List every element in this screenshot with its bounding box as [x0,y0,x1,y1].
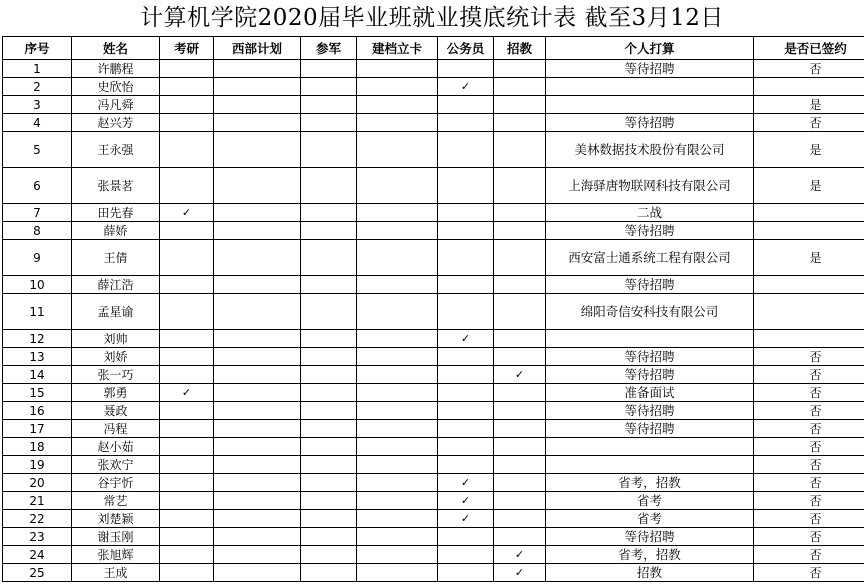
header-cell-plan[interactable]: 个人打算 [546,37,754,60]
header-cell-signed[interactable]: 是否已签约 [754,37,864,60]
cell-jiandang[interactable] [357,240,438,276]
cell-no[interactable]: 19 [3,456,72,474]
cell-xibu[interactable] [214,420,301,438]
cell-jiandang[interactable] [357,330,438,348]
cell-signed[interactable]: 否 [754,366,864,384]
cell-gwy[interactable] [438,546,494,564]
cell-jiandang[interactable] [357,78,438,96]
cell-plan[interactable]: 美林数据技术股份有限公司 [546,132,754,168]
cell-signed[interactable] [754,276,864,294]
table-row [3,402,864,420]
cell-plan[interactable]: 等待招聘 [546,402,754,420]
cell-name[interactable]: 许鹏程 [72,60,160,78]
cell-canjun[interactable] [301,330,357,348]
cell-jiandang[interactable] [357,546,438,564]
cell-canjun[interactable] [301,276,357,294]
cell-jiandang[interactable] [357,528,438,546]
cell-jiandang[interactable] [357,294,438,330]
cell-gwy[interactable] [438,366,494,384]
cell-kaoyan[interactable] [160,456,214,474]
table-row [3,546,864,564]
cell-plan[interactable]: 西安富士通系统工程有限公司 [546,240,754,276]
cell-zhaojiao[interactable]: ✓ [494,564,546,582]
cell-name[interactable]: 谷宇忻 [72,474,160,492]
cell-kaoyan[interactable] [160,60,214,78]
cell-xibu[interactable] [214,564,301,582]
cell-xibu[interactable] [214,240,301,276]
cell-gwy[interactable] [438,60,494,78]
cell-xibu[interactable] [214,294,301,330]
cell-kaoyan[interactable] [160,168,214,204]
cell-kaoyan[interactable] [160,402,214,420]
cell-kaoyan[interactable] [160,564,214,582]
cell-kaoyan[interactable] [160,348,214,366]
cell-plan[interactable]: 绵阳奇信安科技有限公司 [546,294,754,330]
cell-plan[interactable] [546,438,754,456]
cell-gwy[interactable] [438,240,494,276]
cell-no[interactable]: 24 [3,546,72,564]
cell-plan[interactable]: 等待招聘 [546,348,754,366]
cell-kaoyan[interactable]: ✓ [160,384,214,402]
cell-kaoyan[interactable] [160,240,214,276]
cell-kaoyan[interactable] [160,420,214,438]
table-row [3,528,864,546]
cell-no[interactable]: 8 [3,222,72,240]
cell-gwy[interactable] [438,276,494,294]
cell-canjun[interactable] [301,510,357,528]
cell-signed[interactable]: 否 [754,492,864,510]
cell-no[interactable]: 25 [3,564,72,582]
header-row [3,37,864,60]
cell-zhaojiao[interactable] [494,114,546,132]
cell-plan[interactable]: 等待招聘 [546,114,754,132]
cell-no[interactable]: 11 [3,294,72,330]
cell-name[interactable]: 赵兴芳 [72,114,160,132]
table-row [3,222,864,240]
cell-zhaojiao[interactable] [494,168,546,204]
cell-xibu[interactable] [214,510,301,528]
cell-plan[interactable]: 准备面试 [546,384,754,402]
cell-no[interactable]: 22 [3,510,72,528]
cell-gwy[interactable] [438,204,494,222]
cell-plan[interactable] [546,456,754,474]
cell-kaoyan[interactable] [160,366,214,384]
cell-plan[interactable]: 等待招聘 [546,420,754,438]
cell-no[interactable]: 5 [3,132,72,168]
cell-plan[interactable]: 等待招聘 [546,222,754,240]
cell-no[interactable]: 1 [3,60,72,78]
cell-zhaojiao[interactable] [494,510,546,528]
header-cell-gwy[interactable]: 公务员 [438,37,494,60]
cell-zhaojiao[interactable] [494,474,546,492]
cell-name[interactable]: 史欣怡 [72,78,160,96]
cell-signed[interactable]: 否 [754,402,864,420]
table-row [3,384,864,402]
cell-name[interactable]: 刘帅 [72,330,160,348]
cell-no[interactable]: 21 [3,492,72,510]
cell-plan[interactable]: 等待招聘 [546,276,754,294]
cell-signed[interactable]: 否 [754,114,864,132]
cell-canjun[interactable] [301,168,357,204]
cell-zhaojiao[interactable] [494,528,546,546]
table-row [3,96,864,114]
cell-kaoyan[interactable] [160,438,214,456]
cell-zhaojiao[interactable] [494,348,546,366]
cell-name[interactable]: 赵小茹 [72,438,160,456]
cell-plan[interactable]: 等待招聘 [546,528,754,546]
cell-canjun[interactable] [301,78,357,96]
cell-zhaojiao[interactable] [494,222,546,240]
cell-no[interactable]: 23 [3,528,72,546]
cell-no[interactable]: 13 [3,348,72,366]
cell-zhaojiao[interactable] [494,402,546,420]
cell-xibu[interactable] [214,366,301,384]
cell-xibu[interactable] [214,96,301,114]
cell-no[interactable]: 2 [3,78,72,96]
cell-no[interactable]: 15 [3,384,72,402]
cell-plan[interactable]: 省考，招教 [546,474,754,492]
cell-no[interactable]: 18 [3,438,72,456]
cell-jiandang[interactable] [357,510,438,528]
cell-gwy[interactable]: ✓ [438,492,494,510]
cell-xibu[interactable] [214,276,301,294]
cell-xibu[interactable] [214,474,301,492]
table-row [3,438,864,456]
cell-kaoyan[interactable] [160,96,214,114]
cell-name[interactable]: 常艺 [72,492,160,510]
cell-gwy[interactable] [438,564,494,582]
cell-plan[interactable]: 上海驿唐物联网科技有限公司 [546,168,754,204]
employment-table [2,36,864,582]
cell-jiandang[interactable] [357,438,438,456]
cell-gwy[interactable] [438,384,494,402]
cell-name[interactable]: 张旭辉 [72,546,160,564]
cell-plan[interactable] [546,78,754,96]
cell-name[interactable]: 聂政 [72,402,160,420]
cell-zhaojiao[interactable]: ✓ [494,366,546,384]
cell-gwy[interactable] [438,294,494,330]
cell-kaoyan[interactable] [160,330,214,348]
cell-canjun[interactable] [301,474,357,492]
cell-signed[interactable]: 否 [754,456,864,474]
cell-plan[interactable] [546,96,754,114]
cell-plan[interactable]: 等待招聘 [546,366,754,384]
cell-jiandang[interactable] [357,348,438,366]
cell-jiandang[interactable] [357,366,438,384]
cell-signed[interactable]: 否 [754,420,864,438]
cell-no[interactable]: 9 [3,240,72,276]
cell-jiandang[interactable] [357,456,438,474]
cell-canjun[interactable] [301,348,357,366]
cell-gwy[interactable] [438,168,494,204]
cell-kaoyan[interactable]: ✓ [160,204,214,222]
cell-no[interactable]: 10 [3,276,72,294]
cell-kaoyan[interactable] [160,474,214,492]
cell-xibu[interactable] [214,78,301,96]
cell-jiandang[interactable] [357,60,438,78]
cell-xibu[interactable] [214,528,301,546]
cell-zhaojiao[interactable] [494,492,546,510]
cell-xibu[interactable] [214,492,301,510]
cell-canjun[interactable] [301,114,357,132]
header-cell-jiandang[interactable]: 建档立卡 [357,37,438,60]
cell-canjun[interactable] [301,546,357,564]
cell-canjun[interactable] [301,294,357,330]
cell-kaoyan[interactable] [160,546,214,564]
cell-jiandang[interactable] [357,474,438,492]
cell-canjun[interactable] [301,384,357,402]
cell-gwy[interactable] [438,222,494,240]
cell-canjun[interactable] [301,96,357,114]
cell-no[interactable]: 16 [3,402,72,420]
cell-gwy[interactable] [438,348,494,366]
cell-gwy[interactable]: ✓ [438,510,494,528]
cell-no[interactable]: 12 [3,330,72,348]
cell-jiandang[interactable] [357,402,438,420]
cell-jiandang[interactable] [357,168,438,204]
cell-jiandang[interactable] [357,114,438,132]
cell-signed[interactable]: 是 [754,96,864,114]
cell-canjun[interactable] [301,492,357,510]
cell-canjun[interactable] [301,402,357,420]
cell-gwy[interactable] [438,96,494,114]
cell-kaoyan[interactable] [160,78,214,96]
cell-zhaojiao[interactable] [494,60,546,78]
cell-jiandang[interactable] [357,132,438,168]
cell-jiandang[interactable] [357,276,438,294]
table-row [3,132,864,168]
table-body [3,60,864,582]
cell-gwy[interactable] [438,132,494,168]
table-row [3,420,864,438]
cell-name[interactable]: 王倩 [72,240,160,276]
cell-name[interactable]: 冯凡舜 [72,96,160,114]
cell-name[interactable]: 张欢宁 [72,456,160,474]
cell-signed[interactable] [754,222,864,240]
cell-no[interactable]: 14 [3,366,72,384]
sheet-title: 计算机学院2020届毕业班就业摸底统计表 截至3月12日 [140,5,724,31]
cell-zhaojiao[interactable] [494,330,546,348]
cell-name[interactable]: 王成 [72,564,160,582]
cell-zhaojiao[interactable]: ✓ [494,546,546,564]
cell-gwy[interactable]: ✓ [438,330,494,348]
cell-canjun[interactable] [301,222,357,240]
cell-name[interactable]: 张景茗 [72,168,160,204]
cell-kaoyan[interactable] [160,294,214,330]
cell-zhaojiao[interactable] [494,96,546,114]
cell-xibu[interactable] [214,348,301,366]
cell-kaoyan[interactable] [160,276,214,294]
cell-xibu[interactable] [214,132,301,168]
cell-jiandang[interactable] [357,564,438,582]
table-row [3,276,864,294]
cell-jiandang[interactable] [357,492,438,510]
cell-gwy[interactable]: ✓ [438,78,494,96]
cell-canjun[interactable] [301,438,357,456]
cell-xibu[interactable] [214,60,301,78]
cell-name[interactable]: 薛娇 [72,222,160,240]
header-cell-kaoyan[interactable]: 考研 [160,37,214,60]
cell-signed[interactable]: 否 [754,60,864,78]
cell-plan[interactable] [546,330,754,348]
cell-kaoyan[interactable] [160,510,214,528]
cell-kaoyan[interactable] [160,132,214,168]
cell-gwy[interactable] [438,420,494,438]
cell-jiandang[interactable] [357,384,438,402]
cell-name[interactable]: 郭勇 [72,384,160,402]
header-cell-xibu[interactable]: 西部计划 [214,37,301,60]
cell-gwy[interactable] [438,114,494,132]
cell-zhaojiao[interactable] [494,384,546,402]
cell-canjun[interactable] [301,204,357,222]
cell-xibu[interactable] [214,546,301,564]
cell-xibu[interactable] [214,438,301,456]
cell-name[interactable]: 田先春 [72,204,160,222]
cell-name[interactable]: 刘娇 [72,348,160,366]
header-cell-no[interactable]: 序号 [3,37,72,60]
cell-xibu[interactable] [214,204,301,222]
cell-canjun[interactable] [301,366,357,384]
cell-no[interactable]: 17 [3,420,72,438]
cell-jiandang[interactable] [357,222,438,240]
cell-zhaojiao[interactable] [494,420,546,438]
cell-zhaojiao[interactable] [494,204,546,222]
cell-name[interactable]: 刘楚颖 [72,510,160,528]
cell-zhaojiao[interactable] [494,276,546,294]
cell-signed[interactable]: 是 [754,240,864,276]
cell-name[interactable]: 冯程 [72,420,160,438]
cell-zhaojiao[interactable] [494,240,546,276]
cell-signed[interactable]: 否 [754,510,864,528]
header-cell-zhaojiao[interactable]: 招教 [494,37,546,60]
cell-xibu[interactable] [214,168,301,204]
table-row [3,510,864,528]
cell-plan[interactable]: 省考 [546,510,754,528]
cell-signed[interactable]: 否 [754,546,864,564]
header-cell-name[interactable]: 姓名 [72,37,160,60]
cell-signed[interactable]: 否 [754,474,864,492]
table-row [3,168,864,204]
table-row [3,492,864,510]
cell-gwy[interactable] [438,402,494,420]
cell-canjun[interactable] [301,240,357,276]
table-row [3,60,864,78]
cell-plan[interactable]: 省考 [546,492,754,510]
cell-kaoyan[interactable] [160,222,214,240]
cell-xibu[interactable] [214,222,301,240]
cell-canjun[interactable] [301,528,357,546]
table-row [3,366,864,384]
cell-signed[interactable]: 否 [754,384,864,402]
cell-canjun[interactable] [301,456,357,474]
cell-name[interactable]: 谢玉刚 [72,528,160,546]
cell-xibu[interactable] [214,384,301,402]
cell-no[interactable]: 4 [3,114,72,132]
table-row [3,348,864,366]
cell-plan[interactable]: 等待招聘 [546,60,754,78]
cell-gwy[interactable] [438,456,494,474]
cell-name[interactable]: 孟星谕 [72,294,160,330]
cell-kaoyan[interactable] [160,114,214,132]
cell-zhaojiao[interactable] [494,294,546,330]
cell-signed[interactable] [754,78,864,96]
cell-no[interactable]: 6 [3,168,72,204]
cell-plan[interactable]: 招教 [546,564,754,582]
cell-canjun[interactable] [301,420,357,438]
cell-no[interactable]: 3 [3,96,72,114]
cell-name[interactable]: 张一巧 [72,366,160,384]
cell-gwy[interactable]: ✓ [438,474,494,492]
header-cell-canjun[interactable]: 参军 [301,37,357,60]
cell-plan[interactable]: 二战 [546,204,754,222]
table-row [3,240,864,276]
cell-signed[interactable] [754,330,864,348]
cell-canjun[interactable] [301,564,357,582]
table-row [3,456,864,474]
cell-no[interactable]: 20 [3,474,72,492]
table-row [3,564,864,582]
cell-kaoyan[interactable] [160,492,214,510]
cell-jiandang[interactable] [357,96,438,114]
cell-gwy[interactable] [438,438,494,456]
cell-zhaojiao[interactable] [494,78,546,96]
cell-signed[interactable]: 否 [754,564,864,582]
cell-zhaojiao[interactable] [494,132,546,168]
cell-gwy[interactable] [438,528,494,546]
cell-xibu[interactable] [214,402,301,420]
cell-zhaojiao[interactable] [494,456,546,474]
cell-name[interactable]: 王永强 [72,132,160,168]
cell-jiandang[interactable] [357,204,438,222]
cell-xibu[interactable] [214,330,301,348]
cell-signed[interactable]: 是 [754,132,864,168]
cell-plan[interactable]: 省考，招教 [546,546,754,564]
cell-xibu[interactable] [214,456,301,474]
table-row [3,114,864,132]
cell-signed[interactable]: 否 [754,438,864,456]
table-row [3,330,864,348]
table-row [3,204,864,222]
cell-signed[interactable] [754,294,864,330]
cell-jiandang[interactable] [357,420,438,438]
table-row [3,294,864,330]
cell-signed[interactable]: 否 [754,348,864,366]
cell-canjun[interactable] [301,132,357,168]
cell-signed[interactable]: 是 [754,168,864,204]
table-row [3,474,864,492]
cell-signed[interactable]: 否 [754,528,864,546]
cell-no[interactable]: 7 [3,204,72,222]
cell-canjun[interactable] [301,60,357,78]
cell-name[interactable]: 薛江浩 [72,276,160,294]
cell-xibu[interactable] [214,114,301,132]
table-row [3,78,864,96]
cell-kaoyan[interactable] [160,528,214,546]
cell-signed[interactable] [754,204,864,222]
cell-zhaojiao[interactable] [494,438,546,456]
